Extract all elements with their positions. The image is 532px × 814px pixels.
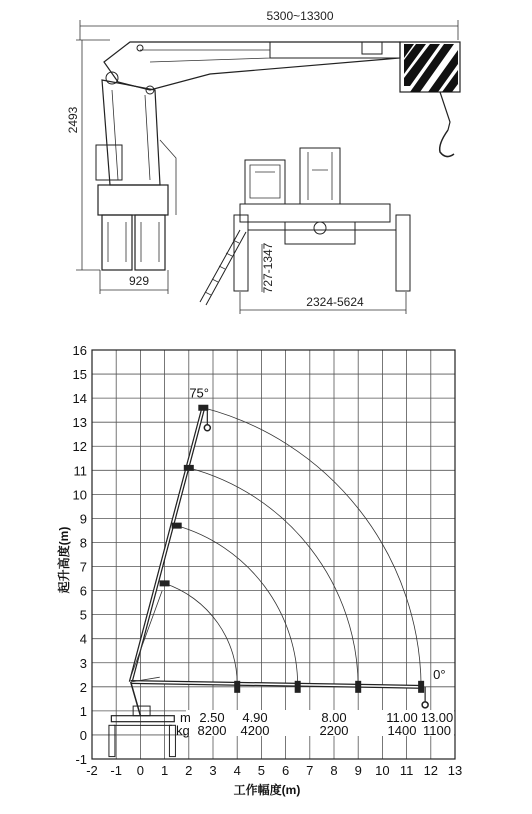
boom-section <box>270 42 400 58</box>
boom-tip <box>400 42 460 157</box>
min-angle-label: 0° <box>433 666 446 682</box>
y-tick-label: 1 <box>79 703 87 719</box>
outrigger-detail <box>108 222 159 262</box>
y-tick-label: 0 <box>79 727 87 743</box>
radius-value: 13.00 <box>420 710 454 725</box>
x-tick-label: 11 <box>399 763 414 778</box>
load-value: 1400 <box>387 723 417 738</box>
chart-grid <box>92 350 455 759</box>
y-tick-label: -1 <box>75 752 87 767</box>
x-tick-label: -1 <box>110 763 122 778</box>
total-length-label: 5300~13300 <box>266 9 334 23</box>
y-tick-label: 8 <box>79 535 87 551</box>
x-tick-label: 8 <box>330 763 338 778</box>
x-tick-label: 5 <box>257 763 266 778</box>
operator-cab <box>245 160 285 204</box>
y-tick-label: 6 <box>79 583 87 599</box>
y-tick-label: 11 <box>73 463 87 479</box>
x-tick-label: 6 <box>281 763 290 778</box>
boom-section-joint <box>418 681 424 693</box>
outrigger-left <box>234 215 248 291</box>
crane-boom <box>104 42 400 90</box>
boom-end-block <box>362 42 382 54</box>
load-value: 4200 <box>240 723 270 738</box>
boom-section-joint <box>295 681 301 693</box>
crane-base <box>98 185 168 215</box>
x-tick-label: 7 <box>306 763 314 778</box>
boom-section-joint <box>172 523 182 529</box>
y-tick-label: 4 <box>79 631 87 647</box>
hook-icon <box>422 702 428 708</box>
x-tick-label: 13 <box>447 763 463 778</box>
y-tick-label: 9 <box>79 511 87 527</box>
radius-value: 2.50 <box>199 710 225 725</box>
boom-section-joint <box>234 681 240 693</box>
y-tick-label: 2 <box>79 679 87 695</box>
boom-section-joint <box>355 681 361 693</box>
base-leg-right <box>169 725 175 756</box>
y-tick-label: 3 <box>79 655 87 671</box>
x-tick-label: -2 <box>86 763 98 778</box>
x-tick-label: 12 <box>423 763 439 778</box>
load-value: 8200 <box>197 723 227 738</box>
hook-icon <box>204 425 210 431</box>
outrigger-height-label: 727-1347 <box>261 242 275 294</box>
base-outrigger-left <box>102 215 132 270</box>
column-front-detail <box>308 152 332 200</box>
y-tick-label: 7 <box>79 559 87 575</box>
radius-unit-label: m <box>180 710 191 725</box>
x-tick-label: 2 <box>185 763 193 778</box>
y-tick-label: 16 <box>72 343 87 358</box>
base-width-label: 929 <box>128 274 150 288</box>
max-angle-label: 75° <box>189 385 209 401</box>
hook-icon <box>440 130 454 157</box>
x-tick-label: 10 <box>375 763 390 778</box>
y-tick-labels <box>73 343 87 767</box>
boom-inner <box>140 50 270 62</box>
y-tick-label: 13 <box>72 415 87 431</box>
base-frame <box>240 204 390 222</box>
y-tick-label: 12 <box>72 439 87 455</box>
column-detail <box>112 90 150 180</box>
boom-section-joint <box>160 580 170 586</box>
y-tick-label: 10 <box>72 487 87 503</box>
load-value: 1100 <box>423 723 451 738</box>
radius-value: 8.00 <box>321 710 347 725</box>
base-leg-left <box>109 725 115 756</box>
radius-arc <box>203 408 421 687</box>
y-axis-label: 起升高度(m) <box>57 526 71 594</box>
boom-75deg-inner <box>131 408 204 682</box>
plot-frame <box>92 350 455 759</box>
column-front <box>300 148 340 204</box>
hub-circle <box>314 222 326 234</box>
boom-positions <box>131 408 421 687</box>
x-tick-label: 1 <box>160 763 169 778</box>
ladder <box>200 230 246 305</box>
height-label: 2493 <box>66 106 80 134</box>
x-tick-label: 9 <box>354 763 362 778</box>
crane-column <box>102 80 160 185</box>
radius-arc <box>165 583 238 686</box>
radius-value: 11.00 <box>386 710 418 725</box>
x-tick-label: 0 <box>136 763 145 778</box>
outrigger-span-label: 2324-5624 <box>306 295 364 309</box>
front-view <box>200 148 410 314</box>
boom-section-joint <box>184 465 194 471</box>
x-tick-labels <box>86 763 462 778</box>
load-unit-label: kg <box>176 723 190 738</box>
luffing-cylinder <box>131 591 162 677</box>
outrigger-right <box>396 215 410 291</box>
x-tick-label: 3 <box>209 763 217 778</box>
radius-arc <box>189 468 358 687</box>
y-tick-label: 15 <box>72 367 87 383</box>
chart-crane-base <box>109 682 176 757</box>
x-tick-label: 4 <box>233 763 241 778</box>
load-value: 2200 <box>319 723 349 738</box>
cab-detail <box>250 165 280 198</box>
x-axis-label: 工作幅度(m) <box>233 783 301 797</box>
base-outrigger-right <box>135 215 165 270</box>
radius-value: 4.90 <box>242 710 268 725</box>
load-chart <box>56 343 462 797</box>
y-tick-label: 14 <box>72 391 87 407</box>
center-hub <box>285 222 355 244</box>
y-tick-label: 5 <box>79 607 87 623</box>
boom-tip-markers <box>160 405 429 708</box>
